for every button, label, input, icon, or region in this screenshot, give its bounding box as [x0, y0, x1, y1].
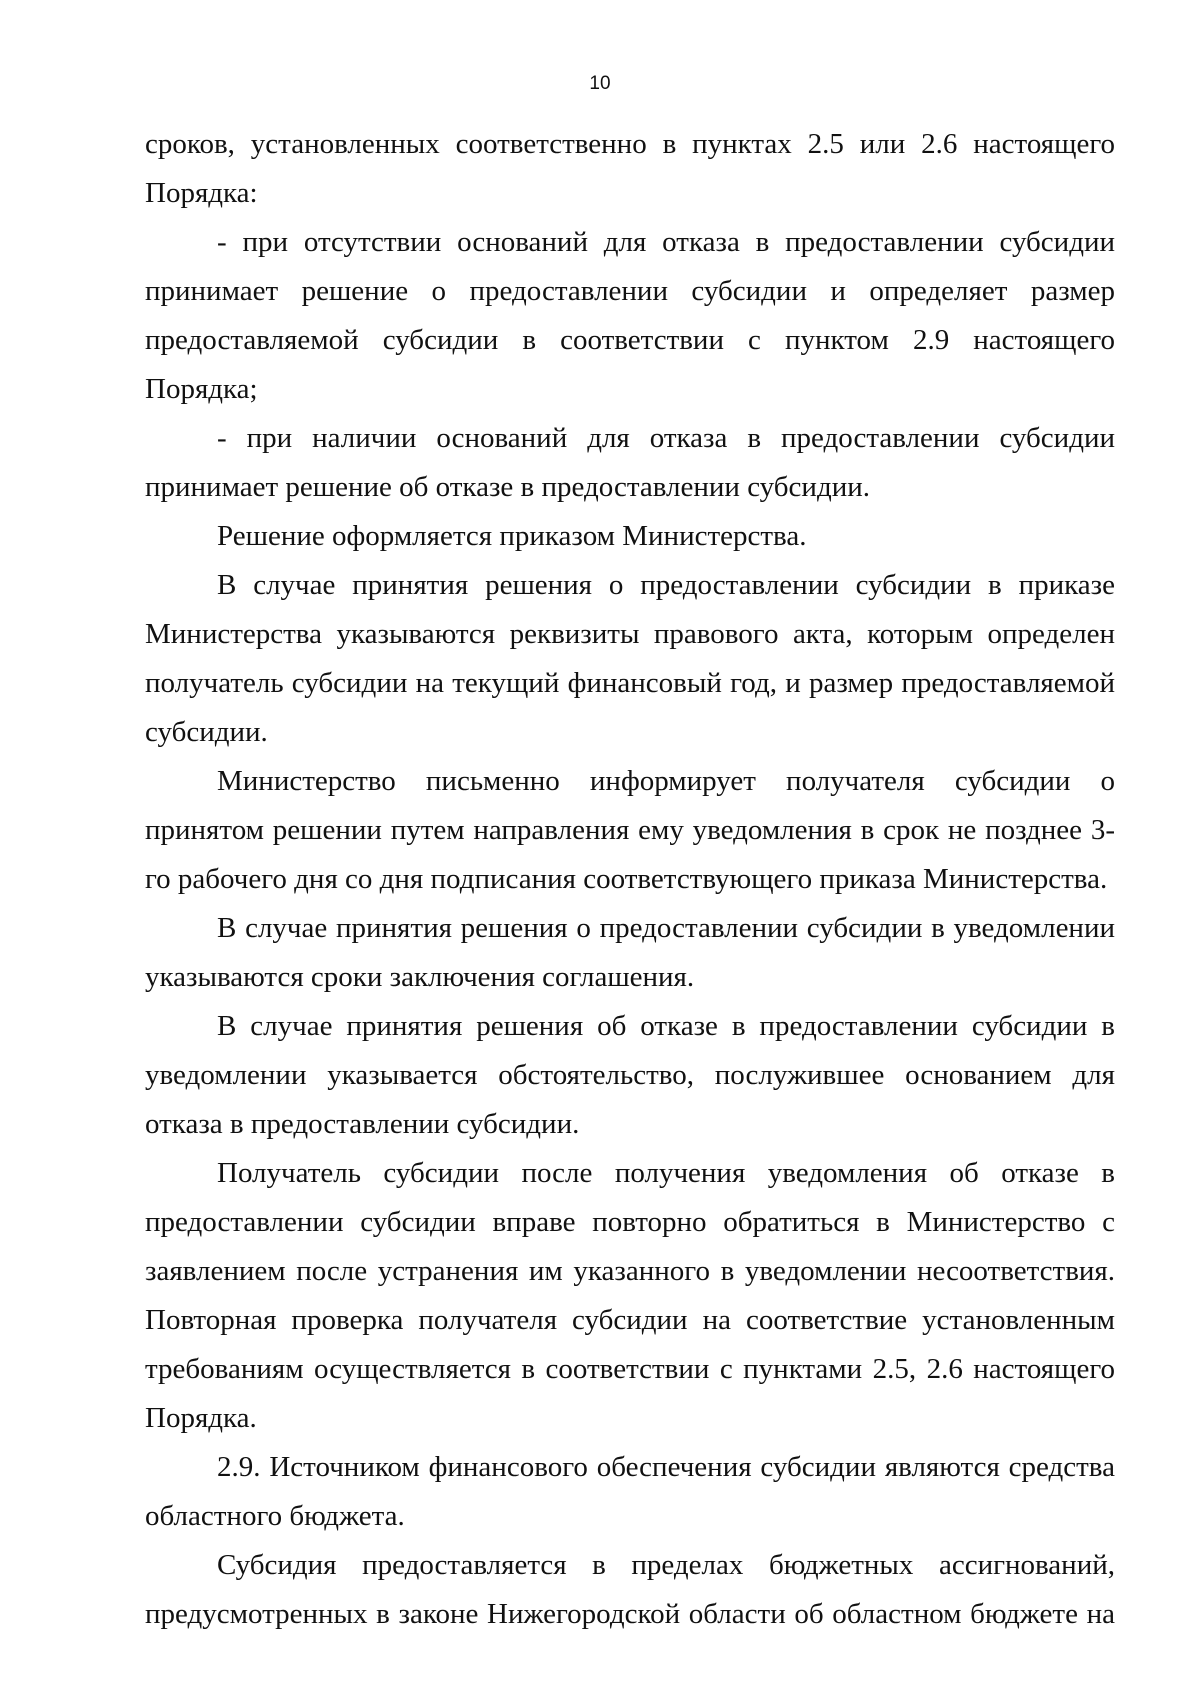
paragraph-2: - при отсутствии оснований для отказа в предоставлении субсидии принимает решение о предоставлении субсидии и определяет размер предоставляемой субсидии в соответствии с пунктом 2.9 настоящего Порядка; [145, 226, 1115, 405]
document-body [145, 120, 1115, 1639]
paragraph-6: Министерство письменно информирует получателя субсидии о принятом решении путем направления ему уведомления в срок не позднее 3-го рабочего дня со дня подписания соответствующего приказа Министерства. [145, 765, 1115, 895]
paragraph-4: Решение оформляется приказом Министерства. [217, 520, 807, 552]
paragraph-5: В случае принятия решения о предоставлении субсидии в приказе Министерства указываются реквизиты правового акта, которым определен получатель субсидии на текущий финансовый год, и размер предоставляемой субсидии. [145, 569, 1115, 748]
paragraph-1: сроков, установленных соответственно в пунктах 2.5 или 2.6 настоящего Порядка: [145, 128, 1115, 209]
paragraph-3: - при наличии оснований для отказа в предоставлении субсидии принимает решение об отказе в предоставлении субсидии. [145, 422, 1115, 503]
paragraph-10: 2.9. Источником финансового обеспечения субсидии являются средства областного бюджета. [145, 1451, 1115, 1532]
page-number: 10 [589, 73, 611, 94]
paragraph-8: В случае принятия решения об отказе в предоставлении субсидии в уведомлении указывается обстоятельство, послужившее основанием для отказа в предоставлении субсидии. [145, 1010, 1115, 1140]
paragraph-11: Субсидия предоставляется в пределах бюджетных ассигнований, предусмотренных в законе Нижегородской области об областном бюджете на [145, 1549, 1115, 1630]
paragraph-9: Получатель субсидии после получения уведомления об отказе в предоставлении субсидии вправе повторно обратиться в Министерство с заявлением после устранения им указанного в уведомлении несоответствия. Повторная проверка получателя субсидии на соответствие установленным требованиям осуществляется в соответствии с пунктами 2.5, 2.6 настоящего Порядка. [145, 1157, 1115, 1434]
paragraph-7: В случае принятия решения о предоставлении субсидии в уведомлении указываются сроки заключения соглашения. [145, 912, 1115, 993]
